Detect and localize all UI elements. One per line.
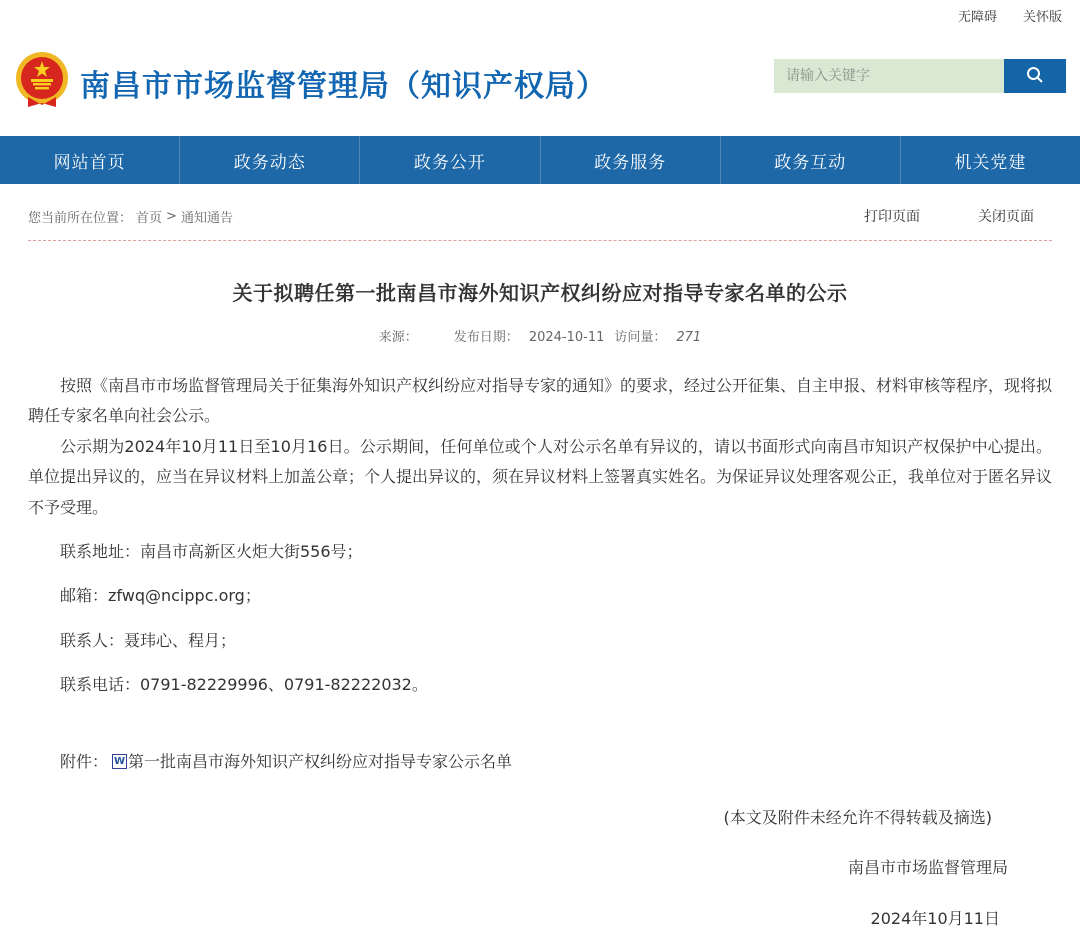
source-label: 来源：	[378, 330, 418, 345]
nav-item-gov-news[interactable]: 政务动态	[180, 136, 360, 184]
logo-title-group	[14, 51, 607, 115]
breadcrumb-separator: >	[166, 208, 177, 224]
article-title: 关于拟聘任第一批南昌市海外知识产权纠纷应对指导专家名单的公示	[232, 281, 848, 305]
nav-item-gov-disclosure[interactable]: 政务公开	[360, 136, 540, 184]
site-header	[0, 30, 1080, 136]
breadcrumb-row	[28, 184, 1052, 241]
publish-date-label: 发布日期：	[453, 330, 519, 345]
contact-email: 邮箱：zfwq@ncippc.org；	[60, 586, 261, 606]
article-footer	[28, 803, 1052, 934]
utility-bar	[0, 0, 1080, 30]
issue-date: 2024年10月11日	[870, 908, 1000, 928]
nav-item-home[interactable]: 网站首页	[0, 136, 180, 184]
main-nav	[0, 136, 1080, 184]
article-body	[28, 371, 1052, 934]
contact-phone: 联系电话：0791-82229996、0791-82222032。	[60, 675, 428, 695]
paragraph-intro: 按照《南昌市市场监督管理局关于征集海外知识产权纠纷应对指导专家的通知》的要求，经过公开征集、自主申报、材料审核等程序，现将拟聘任专家名单向社会公示。	[28, 376, 1053, 426]
page-actions	[864, 206, 1052, 226]
views-count: 271	[676, 330, 702, 345]
attachment-row	[28, 747, 1052, 777]
breadcrumb-current-link[interactable]: 通知通告	[180, 210, 233, 226]
close-page-button[interactable]: 关闭页面	[978, 209, 1034, 225]
contact-person: 联系人：聂玮心、程月；	[60, 630, 237, 650]
article	[0, 241, 1080, 934]
care-version-link[interactable]: 关怀版	[1022, 9, 1062, 25]
attachment-label: 附件：	[60, 751, 109, 771]
article-meta	[28, 326, 1052, 345]
nav-item-gov-interaction[interactable]: 政务互动	[721, 136, 901, 184]
search-button[interactable]	[1004, 59, 1066, 93]
publish-date: 2024-10-11	[528, 330, 605, 345]
issuing-agency: 南昌市市场监督管理局	[847, 858, 1008, 878]
breadcrumb-home-link[interactable]: 首页	[136, 210, 163, 226]
paragraph-objection-period: 公示期为2024年10月11日至10月16日。公示期间，任何单位或个人对公示名单有异议的，请以书面形式向南昌市知识产权保护中心提出。单位提出异议的，应当在异议材料上加盖公章；个人提出异议的，须在异议材料上签署真实姓名。为保证异议处理客观公正，我单位对于匿名异议不予受理。	[28, 436, 1053, 517]
accessibility-link[interactable]: 无障碍	[957, 9, 997, 25]
site-search	[774, 59, 1066, 93]
search-input[interactable]	[774, 59, 1004, 93]
search-icon	[1025, 65, 1045, 88]
breadcrumb	[28, 207, 233, 226]
nav-item-party-building[interactable]: 机关党建	[954, 152, 1027, 173]
attachment-link[interactable]: 第一批南昌市海外知识产权纠纷应对指导专家公示名单	[128, 751, 513, 771]
word-doc-icon: W	[114, 756, 126, 768]
copyright-note: (本文及附件未经允许不得转载及摘选)	[723, 807, 992, 827]
national-emblem-icon	[14, 51, 70, 115]
nav-item-gov-services[interactable]: 政务服务	[541, 136, 721, 184]
site-title: 南昌市市场监督管理局（知识产权局）	[80, 69, 607, 104]
breadcrumb-prefix: 您当前所在位置：	[28, 210, 133, 226]
views-label: 访问量：	[614, 330, 667, 345]
print-page-button[interactable]: 打印页面	[864, 209, 920, 225]
contact-address: 联系地址：南昌市高新区火炬大街556号；	[60, 541, 363, 561]
